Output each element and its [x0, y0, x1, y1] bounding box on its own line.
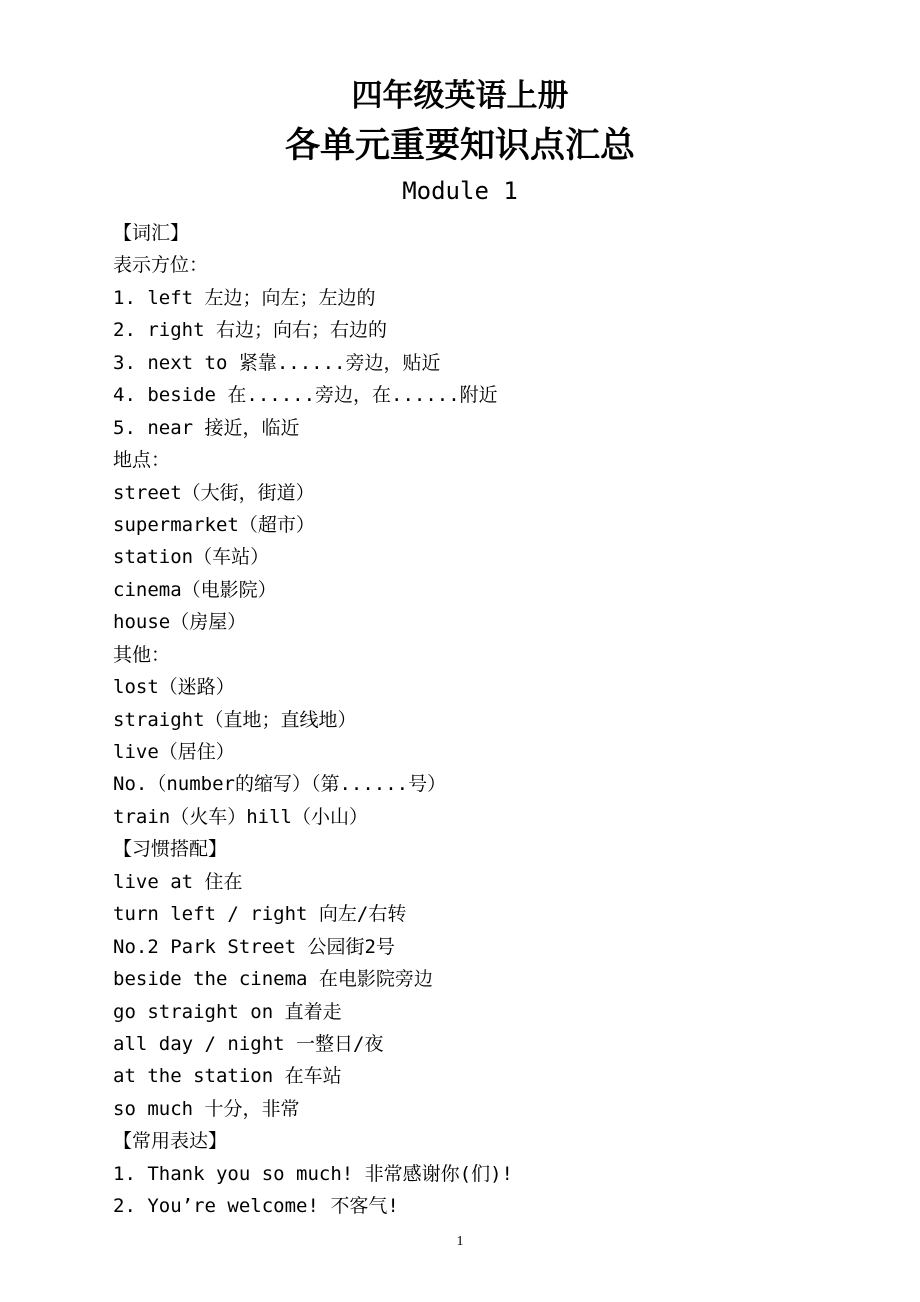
vocab-item: street（大街，街道） — [113, 481, 315, 504]
vocab-item: 4. beside 在......旁边，在......附近 — [113, 384, 498, 407]
collocation-item: beside the cinema 在电影院旁边 — [113, 968, 433, 991]
module-heading: Module 1 — [402, 177, 518, 205]
collocation-item: all day / night 一整日/夜 — [113, 1032, 384, 1055]
vocab-item: 5. near 接近，临近 — [113, 416, 300, 439]
subheading-directions: 表示方位： — [113, 254, 209, 277]
vocab-item: house（房屋） — [113, 611, 247, 634]
vocab-item: live（居住） — [113, 741, 235, 763]
vocab-item: 3. next to 紧靠......旁边，贴近 — [113, 351, 441, 374]
page-number: 1 — [456, 1234, 464, 1249]
collocation-item: so much 十分，非常 — [113, 1097, 300, 1120]
collocation-item: live at 住在 — [113, 870, 243, 893]
vocab-item: 1. left 左边；向左；左边的 — [113, 286, 376, 309]
vocab-item: lost（迷路） — [113, 676, 235, 699]
vocab-item: cinema（电影院） — [113, 578, 277, 601]
vocab-item: No.（number的缩写）（第......号） — [113, 773, 447, 796]
section-heading-vocabulary: 【词汇】 — [113, 222, 190, 244]
section-heading-collocations: 【习惯搭配】 — [113, 838, 228, 861]
vocab-item: 2. right 右边；向右；右边的 — [113, 319, 387, 342]
subheading-places: 地点： — [113, 449, 171, 472]
document-title: 四年级英语上册 — [351, 78, 569, 114]
collocation-item: at the station 在车站 — [113, 1065, 342, 1088]
document-body — [113, 217, 873, 1223]
expression-item: 1. Thank you so much! 非常感谢你(们)! — [113, 1162, 513, 1185]
section-heading-expressions: 【常用表达】 — [113, 1130, 228, 1153]
vocab-item: station（车站） — [113, 546, 270, 569]
expression-item: 2. You’re welcome! 不客气! — [113, 1195, 399, 1218]
vocab-item: straight（直地；直线地） — [113, 708, 357, 731]
vocab-item: train（火车）hill（小山） — [113, 805, 368, 828]
subheading-others: 其他： — [113, 643, 171, 666]
document-subtitle: 各单元重要知识点汇总 — [284, 126, 635, 166]
collocation-item: No.2 Park Street 公园街2号 — [113, 935, 395, 958]
collocation-item: turn left / right 向左/右转 — [113, 903, 407, 926]
vocab-item: supermarket（超市） — [113, 513, 315, 536]
collocation-item: go straight on 直着走 — [113, 1000, 342, 1023]
